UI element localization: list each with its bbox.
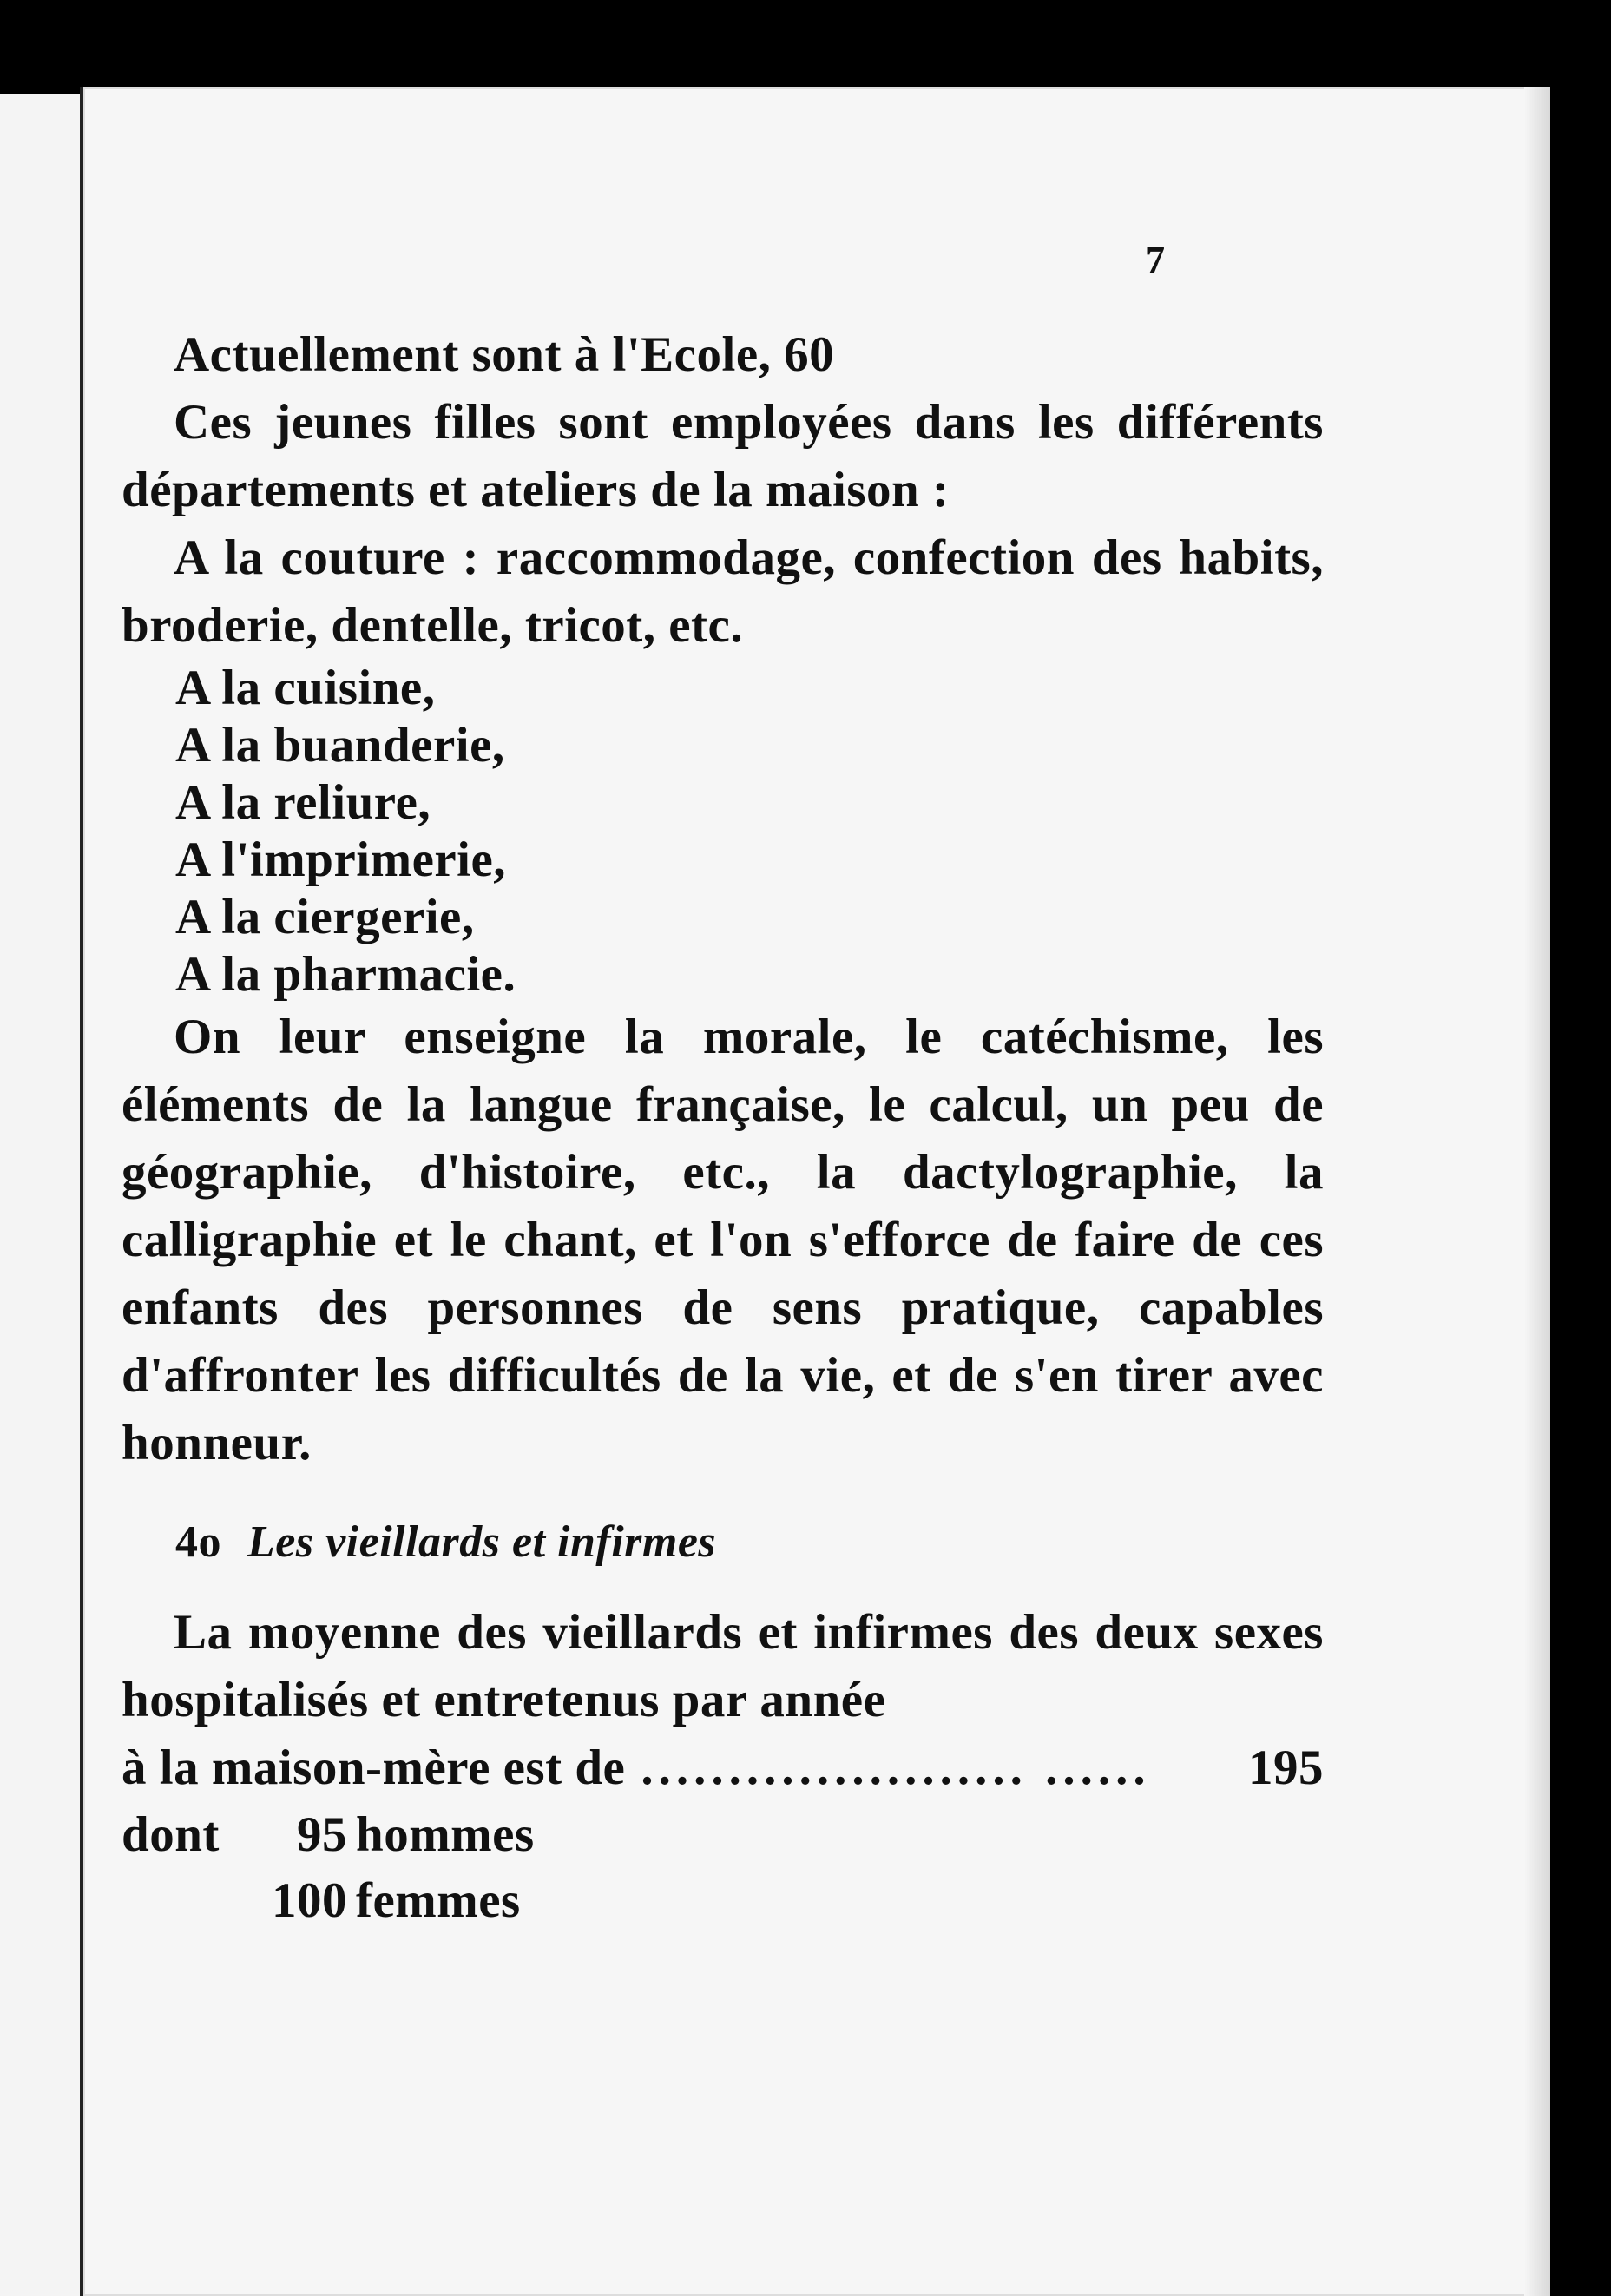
- section-heading: [122, 1512, 1324, 1573]
- page-number: 7: [1146, 239, 1165, 281]
- list-item: A la pharmacie.: [175, 947, 516, 1002]
- dot-leader: ...................... ......: [641, 1740, 1151, 1795]
- total-line: [122, 1734, 1324, 1802]
- men-count: 95: [297, 1807, 347, 1862]
- women-count: 100: [272, 1873, 347, 1928]
- women-label: femmes: [356, 1873, 521, 1928]
- list-item: A la ciergerie,: [175, 890, 475, 944]
- paragraph-elderly-intro: La moyenne des vieillards et infirmes des deux sexes hospitalisés et entretenus par année: [122, 1605, 1324, 1727]
- left-page-edge: [0, 94, 82, 2296]
- total-label: à la maison-mère est de: [122, 1740, 626, 1795]
- departments-list: [122, 660, 1324, 1003]
- total-value: 195: [1248, 1740, 1324, 1795]
- paragraph-education: On leur enseigne la morale, le catéchisme, les éléments de la langue française, le calcul, un peu de géographie, d'histoire, etc., la dactylographie, la calligraphie et le chant, et l'on s'efforce de faire de ces enfants des personnes de sens pratique, capables d'affronter les difficultés de la vie, et de s'en tirer avec honneur.: [122, 1010, 1324, 1470]
- dont-label: dont: [122, 1807, 220, 1862]
- paragraph-enrolment: Actuellement sont à l'Ecole, 60: [174, 327, 835, 382]
- list-item: A la reliure,: [175, 775, 431, 830]
- section-title: Les vieillards et infirmes: [247, 1517, 717, 1567]
- paragraph-employment: Ces jeunes filles sont employées dans les différents départements et ateliers de la maison :: [122, 395, 1324, 517]
- section-number: 4o: [175, 1517, 221, 1567]
- men-label: hommes: [356, 1807, 535, 1862]
- list-item: A l'imprimerie,: [175, 832, 507, 887]
- paragraph-sewing: A la couture : raccommodage, confection des habits, broderie, dentelle, tricot, etc.: [122, 530, 1324, 653]
- page-body: [122, 321, 1324, 1934]
- breakdown-table: [122, 1802, 1324, 1934]
- list-item: A la buanderie,: [175, 718, 505, 773]
- page-edge-shadow: [1524, 87, 1550, 2296]
- list-item: A la cuisine,: [175, 661, 436, 715]
